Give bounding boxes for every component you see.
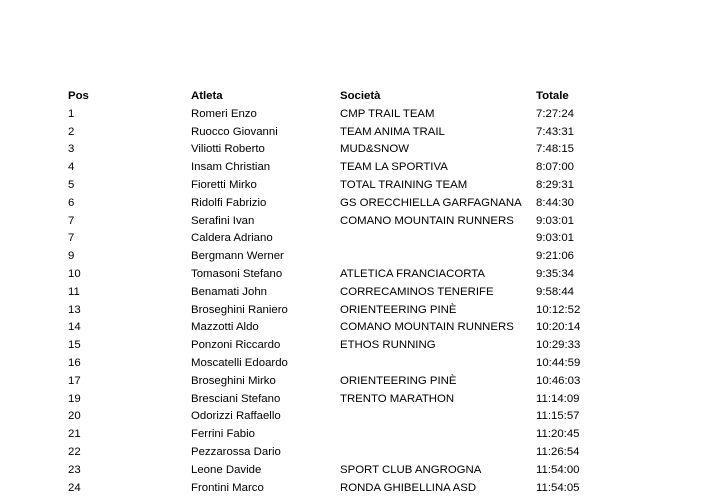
cell-total: 10:29:33 [536,339,581,352]
cell-pos: 15 [68,339,81,352]
cell-athlete: Ruocco Giovanni [191,125,278,138]
table-row [68,373,698,391]
cell-athlete: Romeri Enzo [191,107,257,120]
cell-athlete: Frontini Marco [191,481,264,494]
cell-club: ORIENTEERING PINÈ [340,303,457,316]
cell-total: 10:12:52 [536,303,581,316]
cell-total: 7:48:15 [536,143,575,156]
table-row [68,391,698,409]
cell-pos: 19 [68,392,81,405]
cell-club: SPORT CLUB ANGROGNA [340,463,482,476]
cell-club: CMP TRAIL TEAM [340,107,435,120]
header-pos: Pos [68,90,89,102]
table-row [68,159,698,177]
table-row [68,230,698,248]
results-table [68,88,698,497]
cell-athlete: Caldera Adriano [191,232,273,245]
cell-pos: 21 [68,428,81,441]
cell-total: 10:46:03 [536,374,581,387]
cell-club: ORIENTEERING PINÈ [340,374,457,387]
table-row [68,248,698,266]
header-athlete: Atleta [191,90,223,102]
cell-athlete: Odorizzi Raffaello [191,410,281,423]
cell-total: 11:26:54 [536,445,580,458]
table-row [68,462,698,480]
cell-club: TEAM ANIMA TRAIL [340,125,445,138]
cell-club: ETHOS RUNNING [340,339,436,352]
cell-club: TRENTO MARATHON [340,392,455,405]
cell-total: 10:44:59 [536,356,581,369]
cell-pos: 14 [68,321,81,334]
cell-pos: 23 [68,463,81,476]
table-row [68,213,698,231]
cell-pos: 13 [68,303,81,316]
cell-pos: 17 [68,374,81,387]
cell-pos: 20 [68,410,81,423]
header-club: Società [340,90,381,102]
cell-club: COMANO MOUNTAIN RUNNERS [340,214,514,227]
cell-athlete: Tomasoni Stefano [191,267,283,280]
cell-total: 11:15:57 [536,410,580,423]
table-row [68,195,698,213]
cell-total: 9:03:01 [536,232,575,245]
cell-club: MUD&SNOW [340,143,409,156]
cell-pos: 7 [68,232,75,245]
table-row [68,444,698,462]
table-row [68,106,698,124]
cell-total: 11:54:00 [536,463,580,476]
cell-club: RONDA GHIBELLINA ASD [340,481,477,494]
cell-pos: 3 [68,143,75,156]
table-header-row [68,88,698,106]
table-row [68,141,698,159]
cell-athlete: Insam Christian [191,161,271,174]
cell-total: 8:07:00 [536,161,575,174]
cell-pos: 2 [68,125,75,138]
table-row [68,319,698,337]
table-row [68,426,698,444]
cell-athlete: Leone Davide [191,463,262,476]
header-total: Totale [536,90,569,102]
table-row [68,284,698,302]
table-row [68,408,698,426]
table-row [68,337,698,355]
cell-pos: 6 [68,196,75,209]
cell-pos: 1 [68,107,75,120]
cell-athlete: Bresciani Stefano [191,392,281,405]
table-row [68,480,698,497]
cell-club: GS ORECCHIELLA GARFAGNANA [340,196,522,209]
cell-athlete: Serafini Ivan [191,214,255,227]
cell-pos: 16 [68,356,81,369]
table-row [68,177,698,195]
cell-total: 9:35:34 [536,267,575,280]
cell-total: 9:58:44 [536,285,575,298]
cell-athlete: Benamati John [191,285,267,298]
cell-pos: 5 [68,178,75,191]
cell-total: 8:29:31 [536,178,575,191]
cell-pos: 11 [68,285,80,298]
cell-pos: 22 [68,445,81,458]
cell-athlete: Bergmann Werner [191,250,284,263]
cell-pos: 9 [68,250,75,263]
cell-total: 9:03:01 [536,214,575,227]
cell-total: 7:27:24 [536,107,575,120]
cell-club: TOTAL TRAINING TEAM [340,178,468,191]
cell-club: TEAM LA SPORTIVA [340,161,448,174]
cell-club: CORRECAMINOS TENERIFE [340,285,494,298]
cell-athlete: Ridolfi Fabrizio [191,196,267,209]
cell-athlete: Viliotti Roberto [191,143,265,156]
table-body [68,106,698,497]
cell-total: 9:21:06 [536,250,575,263]
table-row [68,124,698,142]
cell-total: 8:44:30 [536,196,575,209]
table-row [68,266,698,284]
cell-pos: 24 [68,481,81,494]
cell-athlete: Moscatelli Edoardo [191,356,288,369]
cell-pos: 7 [68,214,75,227]
cell-pos: 4 [68,161,75,174]
cell-athlete: Mazzotti Aldo [191,321,259,334]
cell-total: 11:54:05 [536,481,580,494]
cell-total: 7:43:31 [536,125,575,138]
table-row [68,302,698,320]
cell-club: ATLETICA FRANCIACORTA [340,267,485,280]
cell-athlete: Ponzoni Riccardo [191,339,281,352]
cell-athlete: Fioretti Mirko [191,178,257,191]
cell-total: 10:20:14 [536,321,581,334]
cell-athlete: Ferrini Fabio [191,428,255,441]
cell-athlete: Broseghini Raniero [191,303,288,316]
cell-pos: 10 [68,267,81,280]
table-row [68,355,698,373]
cell-total: 11:20:45 [536,428,580,441]
cell-athlete: Broseghini Mirko [191,374,276,387]
cell-club: COMANO MOUNTAIN RUNNERS [340,321,514,334]
cell-athlete: Pezzarossa Dario [191,445,281,458]
cell-total: 11:14:09 [536,392,580,405]
